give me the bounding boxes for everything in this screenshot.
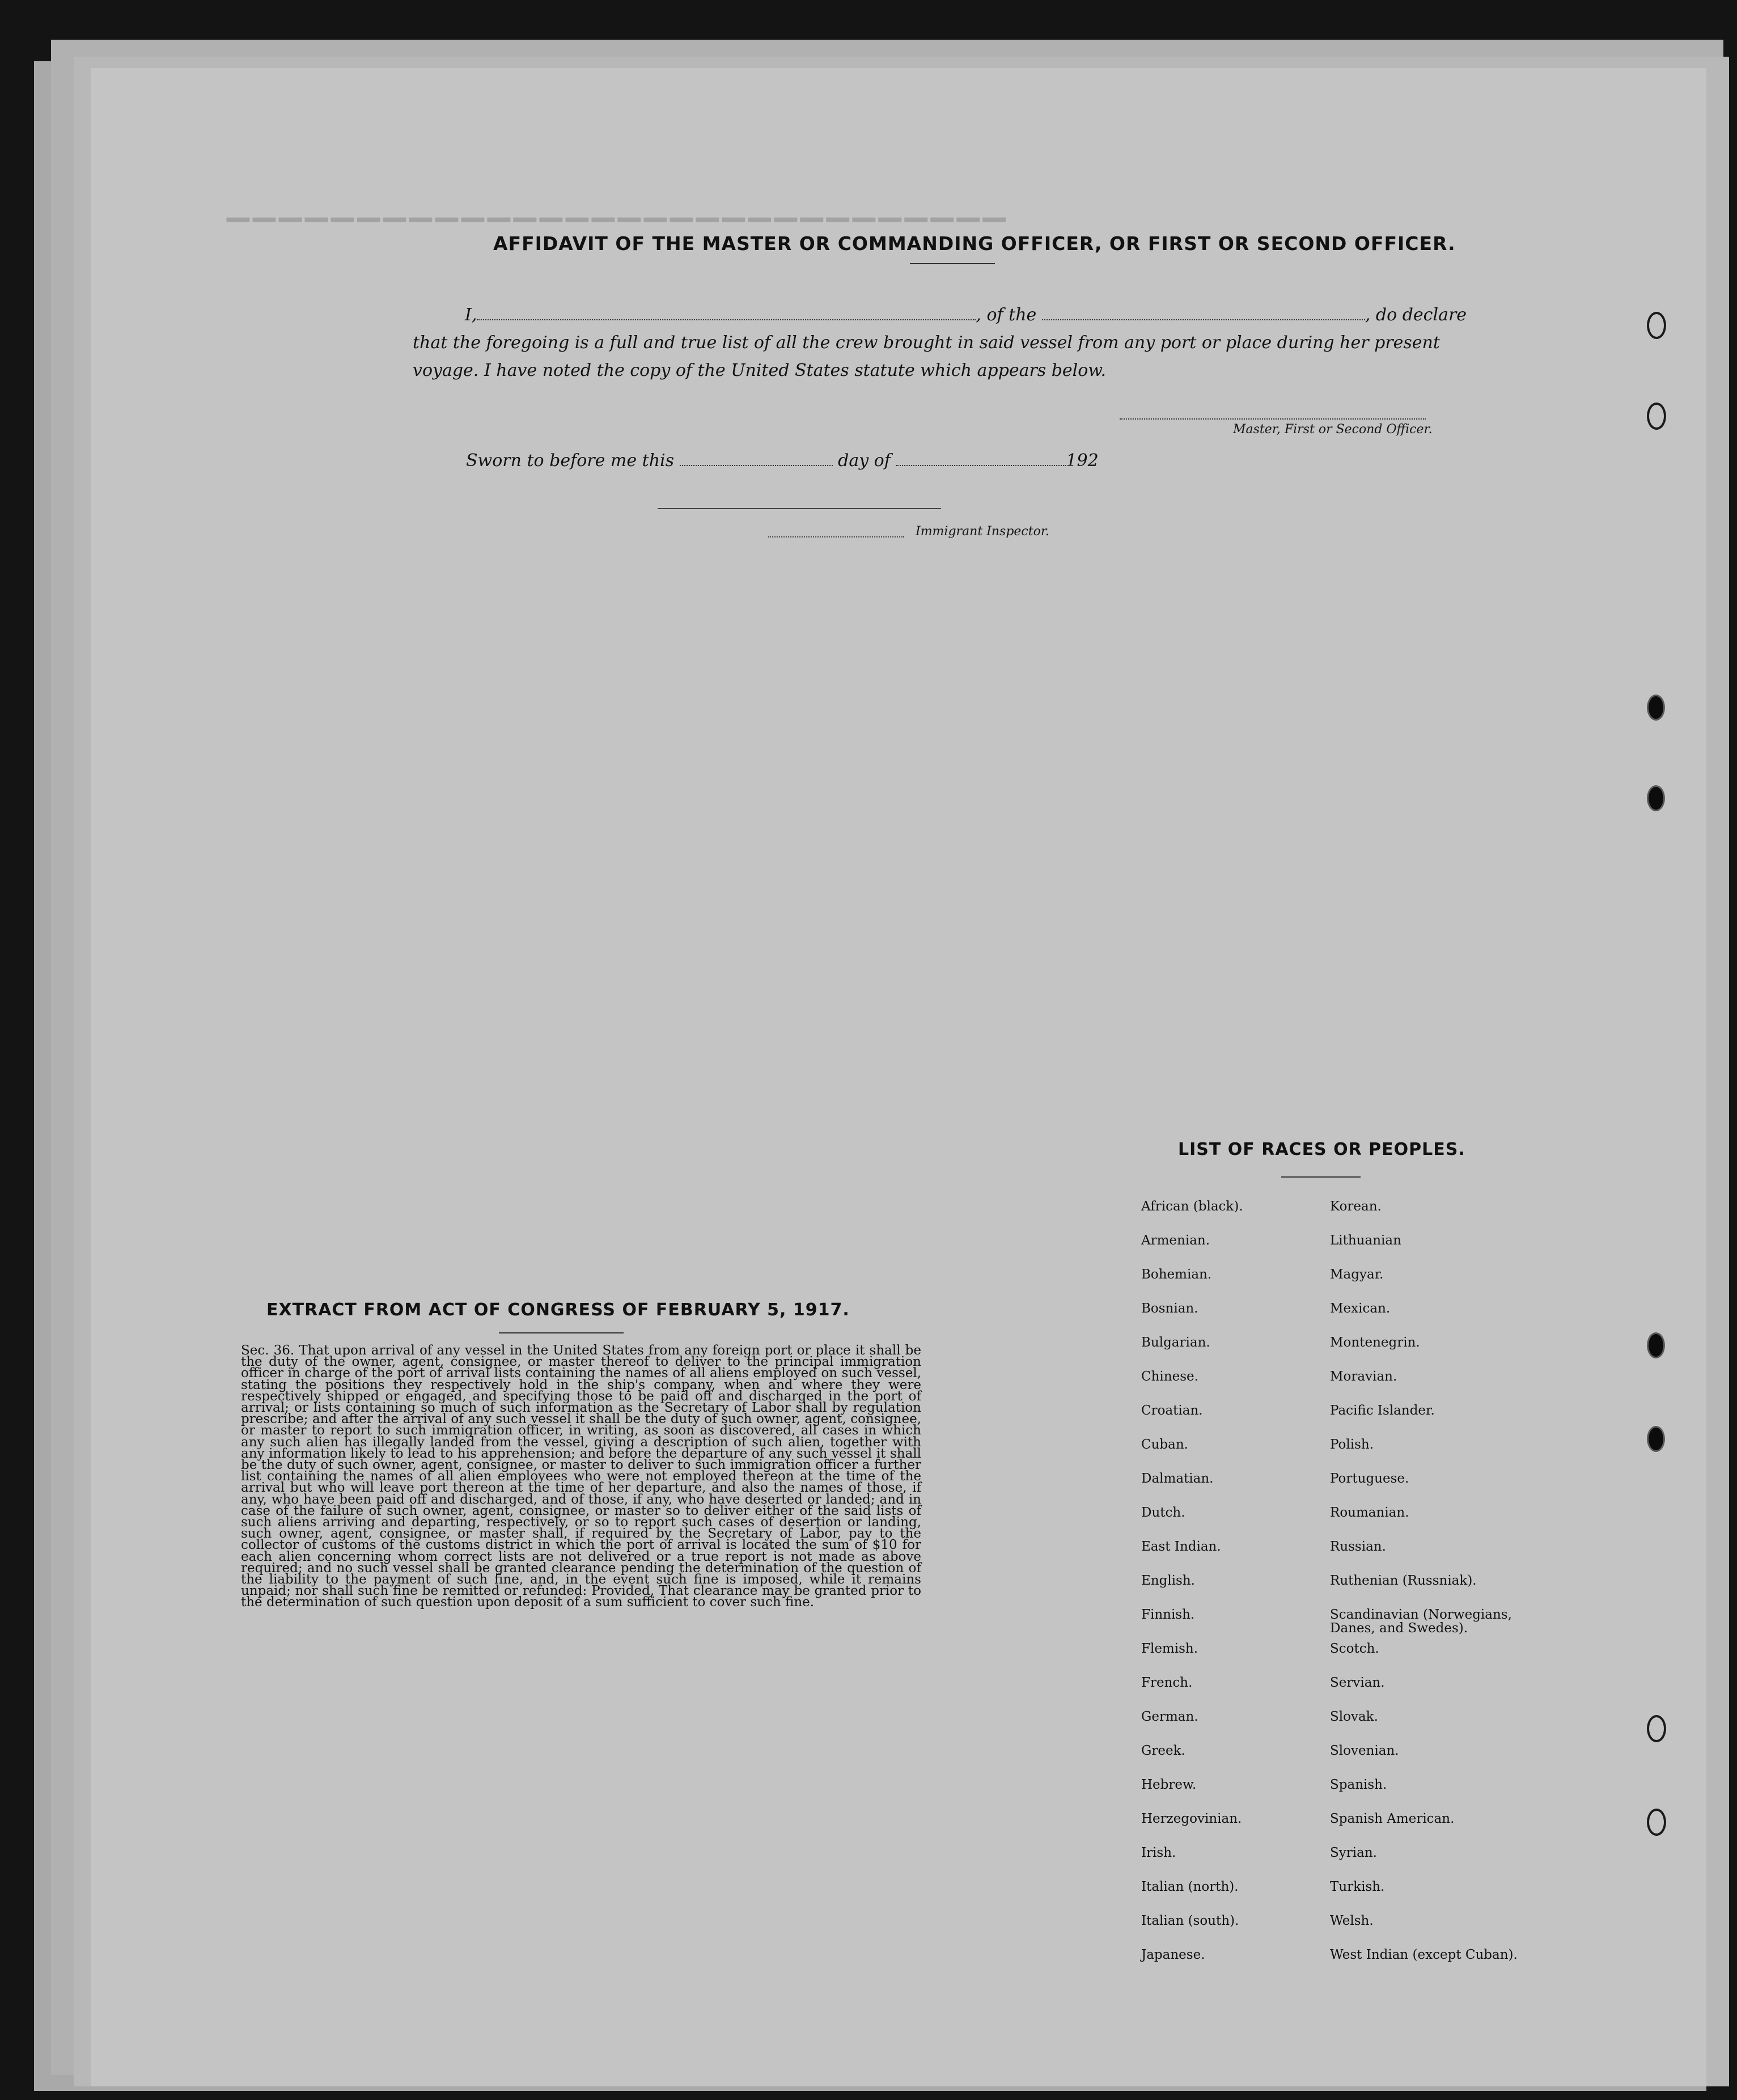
race-item: Croatian. xyxy=(1141,1403,1203,1418)
race-item: German. xyxy=(1141,1709,1198,1724)
race-item: Spanish American. xyxy=(1330,1811,1455,1826)
race-item: West Indian (except Cuban). xyxy=(1330,1947,1518,1962)
race-item: Armenian. xyxy=(1141,1233,1210,1248)
race-item: Spanish. xyxy=(1330,1777,1387,1792)
race-item: Italian (north). xyxy=(1141,1879,1239,1894)
affidavit-title: AFFIDAVIT OF THE MASTER OR COMMANDING OFFICER, OR FIRST OR SECOND OFFICER. xyxy=(493,232,1456,255)
race-item: Syrian. xyxy=(1330,1845,1377,1860)
binder-hole-icon xyxy=(1647,403,1666,430)
race-item: Roumanian. xyxy=(1330,1505,1409,1520)
race-item: Hebrew. xyxy=(1141,1777,1197,1792)
race-item: Mexican. xyxy=(1330,1301,1391,1316)
binder-hole-icon xyxy=(1647,312,1666,339)
race-item: Scotch. xyxy=(1330,1641,1379,1656)
race-item: Servian. xyxy=(1330,1675,1385,1690)
race-item: Magyar. xyxy=(1330,1267,1384,1282)
race-item: Korean. xyxy=(1330,1199,1382,1214)
race-item: Finnish. xyxy=(1141,1607,1195,1622)
title-rule xyxy=(910,263,995,264)
extract-title: EXTRACT FROM ACT OF CONGRESS OF FEBRUARY 5, 1917. xyxy=(266,1300,850,1320)
race-item: French. xyxy=(1141,1675,1193,1690)
race-item: Bulgarian. xyxy=(1141,1335,1210,1350)
declare-text: , do declare xyxy=(1365,305,1467,325)
race-item: Bosnian. xyxy=(1141,1301,1198,1316)
inspector-signature-line[interactable] xyxy=(658,508,941,509)
binder-hole-icon xyxy=(1647,1426,1665,1452)
binder-hole-icon xyxy=(1647,1809,1666,1836)
master-caption: Master, First or Second Officer. xyxy=(1233,422,1433,437)
master-signature-line[interactable] xyxy=(1120,418,1426,420)
binder-hole-icon xyxy=(1647,1332,1665,1358)
binder-hole-icon xyxy=(1647,1715,1666,1742)
race-item: African (black). xyxy=(1141,1199,1243,1214)
race-item: Pacific Islander. xyxy=(1330,1403,1435,1418)
affidavit-line-3: voyage. I have noted the copy of the United States statute which appears below. xyxy=(413,361,1106,380)
sworn-text: Sworn to before me this xyxy=(466,451,675,471)
race-item: East Indian. xyxy=(1141,1539,1221,1554)
binder-hole-icon xyxy=(1647,785,1665,811)
race-item: Flemish. xyxy=(1141,1641,1198,1656)
race-item: English. xyxy=(1141,1573,1195,1588)
race-item: Chinese. xyxy=(1141,1369,1198,1384)
inspector-dotted-line xyxy=(768,536,904,537)
race-item: Portuguese. xyxy=(1330,1471,1409,1486)
declarant-prefix: I, xyxy=(465,305,477,325)
race-item: Italian (south). xyxy=(1141,1913,1239,1928)
vessel-field[interactable] xyxy=(1042,319,1365,320)
sworn-line xyxy=(466,451,1099,471)
sworn-month-field[interactable] xyxy=(896,465,1066,466)
race-item: Dutch. xyxy=(1141,1505,1185,1520)
extract-rule xyxy=(499,1332,624,1333)
race-item: Cuban. xyxy=(1141,1437,1188,1452)
race-item: Slovenian. xyxy=(1330,1743,1399,1758)
race-item: Irish. xyxy=(1141,1845,1176,1860)
race-item: Bohemian. xyxy=(1141,1267,1212,1282)
race-item: Greek. xyxy=(1141,1743,1185,1758)
name-field[interactable] xyxy=(477,319,976,320)
binder-hole-icon xyxy=(1647,695,1665,721)
race-item: Turkish. xyxy=(1330,1879,1385,1894)
race-item: Herzegovinian. xyxy=(1141,1811,1242,1826)
race-item: Dalmatian. xyxy=(1141,1471,1214,1486)
races-rule xyxy=(1281,1176,1361,1178)
of-the-text: , of the xyxy=(976,305,1037,325)
races-title: LIST OF RACES OR PEOPLES. xyxy=(1178,1140,1465,1159)
race-item: Moravian. xyxy=(1330,1369,1397,1384)
race-item: Polish. xyxy=(1330,1437,1374,1452)
race-item: Japanese. xyxy=(1141,1947,1205,1962)
race-item: Russian. xyxy=(1330,1539,1386,1554)
year-text: 192 xyxy=(1066,451,1099,471)
day-of-text: day of xyxy=(838,451,891,471)
affidavit-line-2: that the foregoing is a full and true list of all the crew brought in said vessel from any port or place during her present xyxy=(413,333,1440,353)
race-item: Montenegrin. xyxy=(1330,1335,1420,1350)
affidavit-line-1 xyxy=(465,305,1467,325)
bleed-through: ▔▔▔▔▔▔▔▔▔▔▔▔▔▔▔▔▔▔▔▔▔▔▔▔▔▔▔▔▔▔ xyxy=(227,187,1009,221)
race-item: Slovak. xyxy=(1330,1709,1378,1724)
inspector-caption: Immigrant Inspector. xyxy=(916,524,1049,539)
race-item: Lithuanian xyxy=(1330,1233,1401,1248)
extract-text: Sec. 36. That upon arrival of any vessel in the United States from any foreign port or place it shall be the duty of the owner, agent, consignee, or master thereof to deliver to the principal immigration officer in charge of the port of arrival lists containing the names of all aliens employed on such vessel, stating the positions they respectively hold in the ship's company, when and where they were respectively shipped or engaged, and specifying those to be paid off and discharged in the port of arrival; or lists containing so much of such information as the Secretary of Labor shall by regulation prescribe; and after the arrival of any such vessel it shall be the duty of such owner, agent, consignee, or master to report to such immigration officer, in writing, as soon as discovered, all cases in which any such alien has illegally landed from the vessel, giving a description of such alien, together with any information likely to lead to his apprehension; and before the departure of any such vessel it shall be the duty of such owner, agent, consignee, or master to deliver to such immigration officer a further list containing the names of all alien employees who were not employed thereon at the time of the arrival but who will leave port thereon at the time of her departure, and also the names of those, if any, who have been paid off and discharged, and of those, if any, who have deserted or landed; and in case of the failure of such owner, agent, consignee, or master so to deliver either of the said lists of such aliens arriving and departing, respectively, or so to report such cases of desertion or landing, such owner, agent, consignee, or master shall, if required by the Secretary of Labor, pay to the collector of customs of the customs district in which the port of arrival is located the sum of $10 for each alien concerning whom correct lists are not delivered or a true report is not made as above required; and no such vessel shall be granted clearance pending the determination of the question of the liability to the payment of such fine, and, in the event such fine is imposed, while it remains unpaid; nor shall such fine be remitted or refunded: Provided, That clearance may be granted prior to the determination of such question upon deposit of a sum sufficient to cover such fine. xyxy=(241,1343,921,1610)
race-item: Scandinavian (Norwegians, Danes, and Swedes). xyxy=(1330,1607,1512,1636)
sworn-day-field[interactable] xyxy=(680,465,833,466)
race-item: Welsh. xyxy=(1330,1913,1374,1928)
race-item: Ruthenian (Russniak). xyxy=(1330,1573,1477,1588)
